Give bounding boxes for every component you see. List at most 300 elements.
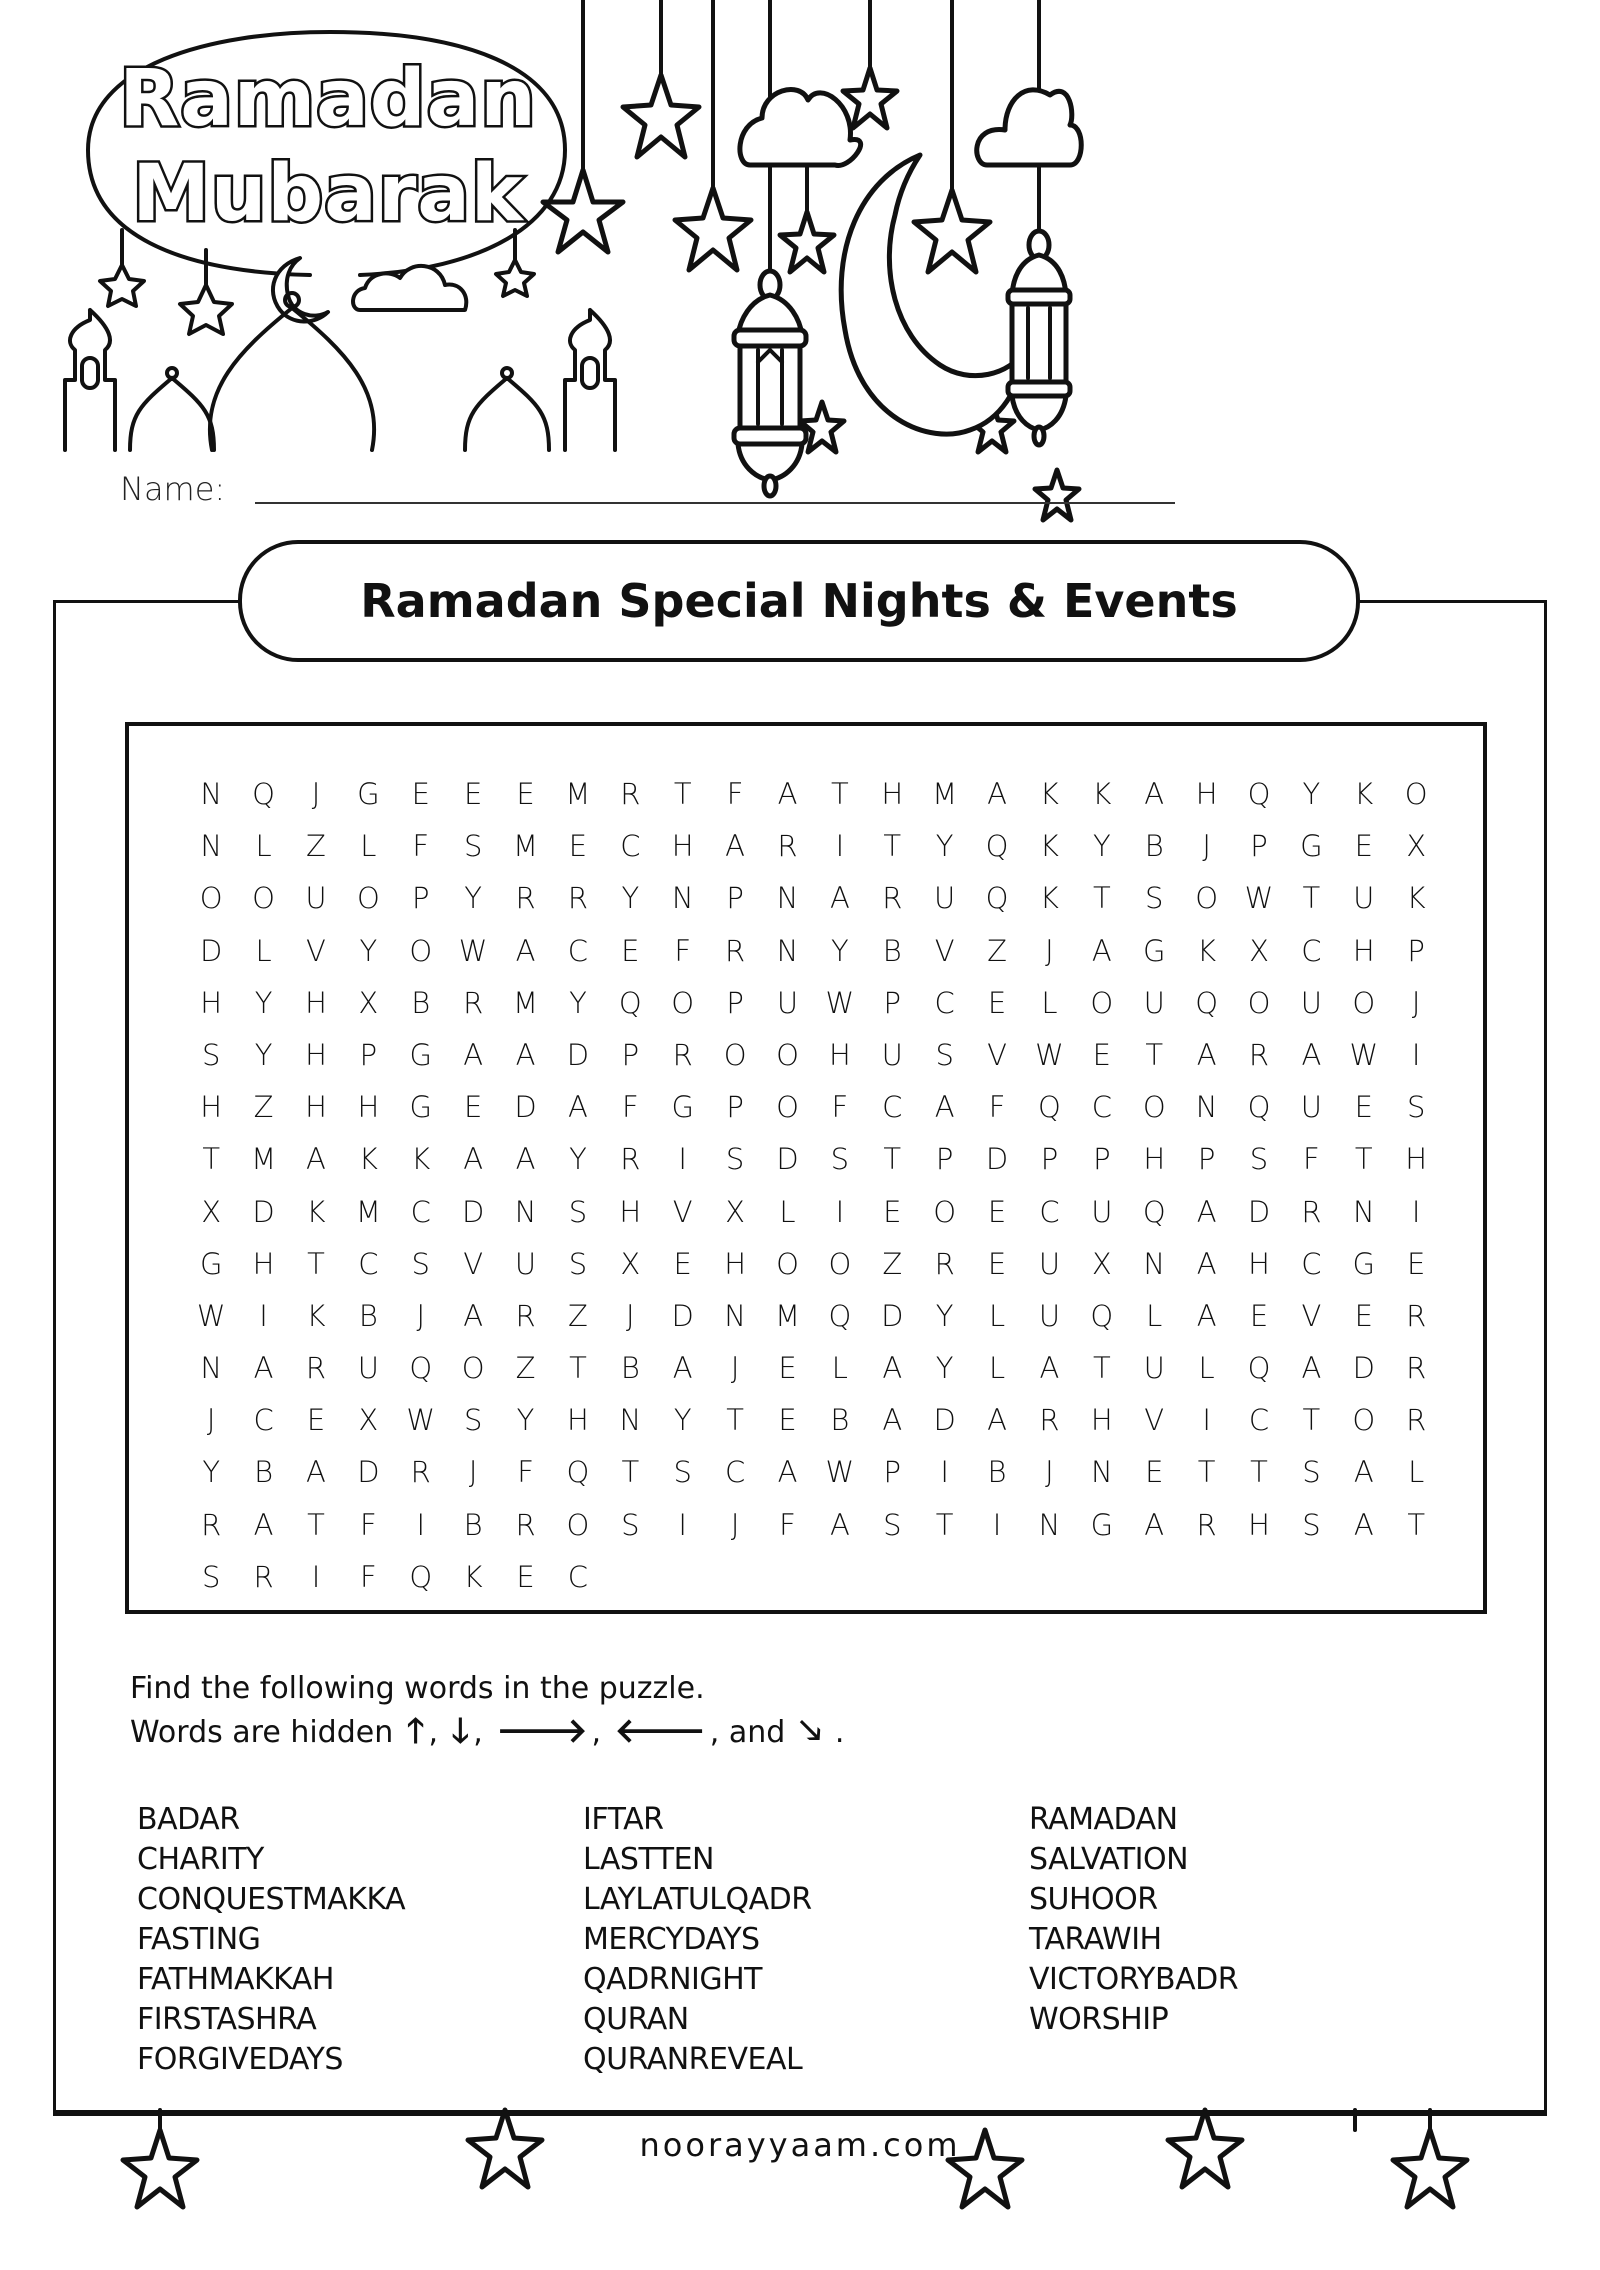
grid-cell[interactable]: Y (621, 881, 640, 916)
grid-cell[interactable]: A (1196, 1298, 1217, 1333)
grid-cell[interactable]: F (779, 1507, 796, 1542)
grid-cell[interactable]: R (515, 1298, 536, 1333)
grid-cell[interactable]: L (255, 829, 272, 864)
grid-cell[interactable]: N (671, 881, 694, 916)
grid-cell[interactable]: R (567, 881, 588, 916)
grid-cell[interactable]: R (1406, 1403, 1427, 1438)
grid-cell[interactable]: D (985, 1142, 1009, 1177)
grid-cell[interactable]: P (883, 1455, 902, 1490)
grid-cell[interactable]: U (1300, 1090, 1323, 1125)
grid-cell[interactable]: S (673, 1455, 692, 1490)
grid-cell[interactable]: S (1302, 1455, 1321, 1490)
grid-cell[interactable]: T (1302, 1403, 1321, 1438)
grid-cell[interactable]: A (253, 1507, 274, 1542)
grid-cell[interactable]: A (463, 1298, 484, 1333)
grid-cell[interactable]: X (620, 1246, 641, 1281)
grid-cell[interactable]: E (778, 1351, 797, 1386)
grid-cell[interactable]: E (516, 1559, 535, 1594)
grid-cell[interactable]: K (411, 1142, 431, 1177)
grid-cell[interactable]: O (1247, 985, 1271, 1020)
grid-cell[interactable]: Q (1038, 1090, 1061, 1125)
grid-cell[interactable]: R (515, 881, 536, 916)
grid-cell[interactable]: T (307, 1246, 325, 1281)
grid-cell[interactable]: S (883, 1507, 902, 1542)
grid-cell[interactable]: O (671, 985, 695, 1020)
grid-cell[interactable]: I (835, 1194, 845, 1229)
grid-cell[interactable]: H (200, 985, 223, 1020)
grid-cell[interactable]: R (305, 1351, 327, 1386)
grid-cell[interactable]: T (1092, 881, 1111, 916)
grid-cell[interactable]: E (987, 985, 1007, 1020)
grid-cell[interactable]: P (726, 985, 744, 1020)
grid-cell[interactable]: F (1303, 1142, 1320, 1177)
grid-cell[interactable]: S (201, 1559, 221, 1594)
grid-cell[interactable]: Z (882, 1246, 903, 1281)
grid-cell[interactable]: G (409, 1037, 432, 1072)
grid-cell[interactable]: R (253, 1559, 274, 1594)
grid-cell[interactable]: Y (569, 1142, 587, 1177)
grid-cell[interactable]: E (463, 1090, 483, 1125)
grid-cell[interactable]: H (305, 1037, 327, 1072)
grid-cell[interactable]: E (1407, 1246, 1426, 1281)
grid-cell[interactable]: N (776, 933, 799, 968)
grid-cell[interactable]: R (1196, 1507, 1217, 1542)
grid-cell[interactable]: A (829, 1507, 850, 1542)
grid-cell[interactable]: H (305, 1090, 327, 1125)
grid-cell[interactable]: W (1244, 881, 1274, 916)
grid-cell[interactable]: X (358, 985, 379, 1020)
grid-cell[interactable]: Y (464, 881, 482, 916)
grid-cell[interactable]: E (1354, 1090, 1373, 1125)
grid-cell[interactable]: O (409, 933, 433, 968)
grid-cell[interactable]: Y (1302, 777, 1321, 811)
grid-cell[interactable]: D (933, 1403, 956, 1438)
grid-cell[interactable]: O (933, 1194, 957, 1229)
grid-cell[interactable]: H (671, 829, 694, 864)
grid-cell[interactable]: O (1352, 1403, 1376, 1438)
grid-cell[interactable]: V (934, 933, 955, 968)
grid-cell[interactable]: K (1039, 777, 1059, 811)
grid-cell[interactable]: M (565, 777, 591, 811)
grid-cell[interactable]: A (1301, 1351, 1322, 1386)
grid-cell[interactable]: Z (515, 1351, 536, 1386)
grid-cell[interactable]: R (725, 933, 746, 968)
grid-cell[interactable]: O (1090, 985, 1114, 1020)
grid-cell[interactable]: N (514, 1194, 537, 1229)
grid-cell[interactable]: R (1039, 1403, 1060, 1438)
grid-cell[interactable]: C (1301, 1246, 1322, 1281)
grid-cell[interactable]: W (406, 1403, 436, 1438)
grid-cell[interactable]: O (776, 1246, 799, 1281)
grid-cell[interactable]: A (1353, 1455, 1374, 1490)
grid-cell[interactable]: E (411, 777, 430, 811)
grid-cell[interactable]: D (776, 1142, 799, 1177)
grid-cell[interactable]: I (835, 829, 845, 864)
grid-cell[interactable]: D (357, 1455, 380, 1490)
grid-cell[interactable]: O (1352, 985, 1376, 1020)
grid-cell[interactable]: A (306, 1142, 326, 1177)
grid-cell[interactable]: S (725, 1142, 745, 1177)
grid-cell[interactable]: I (259, 1298, 268, 1333)
grid-cell[interactable]: A (934, 1090, 955, 1125)
grid-cell[interactable]: A (1039, 1351, 1060, 1386)
grid-cell[interactable]: A (987, 1403, 1007, 1438)
grid-cell[interactable]: T (1407, 1507, 1426, 1542)
grid-cell[interactable]: Q (1195, 985, 1219, 1020)
grid-cell[interactable]: X (358, 1403, 379, 1438)
grid-cell[interactable]: Q (1142, 1194, 1166, 1229)
grid-cell[interactable]: S (411, 1246, 430, 1281)
grid-cell[interactable]: O (776, 1037, 799, 1072)
grid-cell[interactable]: G (671, 1090, 694, 1125)
grid-cell[interactable]: R (882, 881, 903, 916)
grid-cell[interactable]: D (252, 1194, 275, 1229)
grid-cell[interactable]: E (1249, 1298, 1269, 1333)
grid-cell[interactable]: D (1247, 1194, 1271, 1229)
grid-cell[interactable]: A (725, 829, 746, 864)
grid-cell[interactable]: J (311, 777, 321, 811)
grid-cell[interactable]: P (726, 1090, 744, 1125)
grid-cell[interactable]: D (1352, 1351, 1375, 1386)
grid-cell[interactable]: K (306, 1298, 326, 1333)
grid-cell[interactable]: J (730, 1507, 740, 1542)
grid-cell[interactable]: C (934, 985, 955, 1020)
grid-cell[interactable]: H (881, 777, 904, 811)
grid-cell[interactable]: V (1144, 1403, 1165, 1438)
grid-cell[interactable]: S (621, 1507, 640, 1542)
grid-cell[interactable]: U (776, 985, 799, 1020)
grid-cell[interactable]: E (987, 1246, 1007, 1281)
grid-cell[interactable]: N (200, 777, 223, 811)
grid-cell[interactable]: O (252, 881, 275, 916)
grid-cell[interactable]: V (463, 1246, 484, 1281)
grid-cell[interactable]: T (726, 1403, 744, 1438)
grid-cell[interactable]: V (306, 933, 326, 968)
grid-cell[interactable]: S (1249, 1142, 1269, 1177)
grid-cell[interactable]: R (620, 1142, 641, 1177)
grid-cell[interactable]: X (201, 1194, 222, 1229)
grid-cell[interactable]: H (828, 1037, 851, 1072)
grid-cell[interactable]: T (621, 1455, 640, 1490)
grid-cell[interactable]: A (1196, 1194, 1217, 1229)
grid-cell[interactable]: C (1301, 933, 1322, 968)
grid-cell[interactable]: H (567, 1403, 589, 1438)
grid-cell[interactable]: A (1196, 1246, 1217, 1281)
grid-cell[interactable]: U (1038, 1246, 1061, 1281)
grid-cell[interactable]: H (357, 1090, 380, 1125)
grid-cell[interactable]: K (306, 1194, 326, 1229)
grid-cell[interactable]: N (776, 881, 799, 916)
grid-cell[interactable]: R (1301, 1194, 1322, 1229)
grid-cell[interactable]: I (678, 1142, 687, 1177)
grid-cell[interactable]: N (1143, 1246, 1166, 1281)
grid-cell[interactable]: P (935, 1142, 954, 1177)
grid-cell[interactable]: K (463, 1559, 483, 1594)
grid-cell[interactable]: B (411, 985, 431, 1020)
grid-cell[interactable]: N (1038, 1507, 1061, 1542)
grid-cell[interactable]: U (1143, 1351, 1165, 1386)
grid-cell[interactable]: B (987, 1455, 1007, 1490)
grid-cell[interactable]: W (825, 985, 855, 1020)
grid-cell[interactable]: D (461, 1194, 485, 1229)
grid-cell[interactable]: L (988, 1351, 1006, 1386)
grid-cell[interactable]: R (672, 1037, 693, 1072)
grid-cell[interactable]: L (1146, 1298, 1163, 1333)
grid-cell[interactable]: H (724, 1246, 746, 1281)
grid-cell[interactable]: H (305, 985, 327, 1020)
grid-cell[interactable]: D (200, 933, 223, 968)
grid-cell[interactable]: P (726, 881, 744, 916)
grid-cell[interactable]: Q (1247, 1090, 1271, 1125)
grid-cell[interactable]: E (306, 1403, 326, 1438)
grid-cell[interactable]: R (620, 777, 641, 811)
grid-cell[interactable]: R (934, 1246, 955, 1281)
grid-cell[interactable]: H (1143, 1142, 1166, 1177)
grid-cell[interactable]: Q (566, 1455, 590, 1490)
grid-cell[interactable]: Y (935, 1298, 954, 1333)
grid-cell[interactable]: E (463, 777, 483, 811)
grid-cell[interactable]: S (830, 1142, 850, 1177)
grid-cell[interactable]: T (1145, 1037, 1164, 1072)
grid-cell[interactable]: R (1248, 1037, 1270, 1072)
grid-cell[interactable]: T (1354, 1142, 1373, 1177)
grid-cell[interactable]: M (355, 1194, 381, 1229)
grid-cell[interactable]: I (1411, 1194, 1421, 1229)
grid-cell[interactable]: U (514, 1246, 537, 1281)
grid-cell[interactable]: P (1197, 1142, 1216, 1177)
grid-cell[interactable]: R (1406, 1351, 1427, 1386)
grid-cell[interactable]: P (1040, 1142, 1059, 1177)
grid-cell[interactable]: O (461, 1351, 485, 1386)
grid-cell[interactable]: A (672, 1351, 693, 1386)
grid-cell[interactable]: S (201, 1037, 221, 1072)
grid-cell[interactable]: H (1352, 933, 1375, 968)
grid-cell[interactable]: H (1195, 777, 1218, 811)
grid-cell[interactable]: K (1092, 777, 1112, 811)
grid-cell[interactable]: I (678, 1507, 687, 1542)
grid-cell[interactable]: C (410, 1194, 431, 1229)
grid-cell[interactable]: W (196, 1298, 226, 1333)
grid-cell[interactable]: G (357, 777, 380, 811)
grid-cell[interactable]: W (1035, 1037, 1064, 1072)
grid-cell[interactable]: K (1039, 829, 1059, 864)
grid-cell[interactable]: M (932, 777, 958, 811)
grid-cell[interactable]: G (1352, 1246, 1376, 1281)
grid-cell[interactable]: I (416, 1507, 426, 1542)
grid-cell[interactable]: X (1249, 933, 1269, 968)
grid-cell[interactable]: F (831, 1090, 849, 1125)
grid-cell[interactable]: H (200, 1090, 223, 1125)
grid-cell[interactable]: E (516, 777, 535, 811)
grid-cell[interactable]: Q (618, 985, 642, 1020)
grid-cell[interactable]: H (1090, 1403, 1113, 1438)
grid-cell[interactable]: K (1354, 777, 1374, 811)
grid-cell[interactable]: L (1198, 1351, 1215, 1386)
grid-cell[interactable]: C (567, 933, 589, 968)
grid-cell[interactable]: V (672, 1194, 693, 1229)
grid-cell[interactable]: G (199, 1246, 223, 1281)
grid-cell[interactable]: Q (409, 1559, 433, 1594)
grid-cell[interactable]: T (1302, 881, 1321, 916)
grid-cell[interactable]: A (1144, 1507, 1165, 1542)
grid-cell[interactable]: N (1195, 1090, 1218, 1125)
grid-cell[interactable]: E (778, 1403, 797, 1438)
grid-cell[interactable]: U (1038, 1298, 1061, 1333)
grid-cell[interactable]: Y (935, 1351, 954, 1386)
grid-cell[interactable]: Y (1092, 829, 1111, 864)
grid-cell[interactable]: F (360, 1507, 377, 1542)
grid-cell[interactable]: T (673, 777, 692, 811)
grid-cell[interactable]: C (253, 1403, 274, 1438)
grid-cell[interactable]: R (515, 1507, 536, 1542)
grid-cell[interactable]: T (831, 777, 849, 811)
grid-cell[interactable]: B (254, 1455, 274, 1490)
grid-cell[interactable]: J (730, 1351, 740, 1386)
grid-cell[interactable]: Z (306, 829, 326, 864)
grid-cell[interactable]: A (463, 1142, 484, 1177)
grid-cell[interactable]: L (831, 1351, 848, 1386)
grid-cell[interactable]: C (1039, 1194, 1060, 1229)
grid-cell[interactable]: A (1091, 933, 1112, 968)
grid-cell[interactable]: K (358, 1142, 378, 1177)
grid-cell[interactable]: G (1090, 1507, 1114, 1542)
grid-cell[interactable]: H (1248, 1246, 1270, 1281)
grid-cell[interactable]: S (1302, 1507, 1321, 1542)
grid-cell[interactable]: A (306, 1455, 326, 1490)
grid-cell[interactable]: E (987, 1194, 1007, 1229)
grid-cell[interactable]: U (1143, 985, 1165, 1020)
grid-cell[interactable]: A (515, 933, 536, 968)
grid-cell[interactable]: A (829, 881, 850, 916)
grid-cell[interactable]: E (1354, 829, 1373, 864)
grid-cell[interactable]: C (358, 1246, 379, 1281)
grid-cell[interactable]: L (360, 829, 377, 864)
grid-cell[interactable]: I (940, 1455, 949, 1490)
grid-cell[interactable]: A (777, 777, 798, 811)
grid-cell[interactable]: K (1406, 881, 1426, 916)
grid-cell[interactable]: L (988, 1298, 1006, 1333)
grid-cell[interactable]: P (412, 881, 430, 916)
grid-cell[interactable]: B (830, 1403, 850, 1438)
grid-cell[interactable]: T (1250, 1455, 1268, 1490)
grid-cell[interactable]: Y (254, 985, 273, 1020)
grid-cell[interactable]: Q (252, 777, 275, 811)
grid-cell[interactable]: N (1090, 1455, 1113, 1490)
grid-cell[interactable]: Q (409, 1351, 433, 1386)
grid-cell[interactable]: B (620, 1351, 640, 1386)
grid-cell[interactable]: E (1354, 1298, 1373, 1333)
grid-cell[interactable]: A (568, 1090, 588, 1125)
grid-cell[interactable]: K (1039, 881, 1059, 916)
grid-cell[interactable]: U (934, 881, 956, 916)
grid-cell[interactable]: R (777, 829, 798, 864)
grid-cell[interactable]: A (463, 1037, 484, 1072)
grid-cell[interactable]: E (1092, 1037, 1111, 1072)
grid-cell[interactable]: C (1248, 1403, 1270, 1438)
grid-cell[interactable]: B (1144, 829, 1164, 864)
grid-cell[interactable]: J (1045, 933, 1054, 968)
grid-cell[interactable]: W (825, 1455, 855, 1490)
grid-cell[interactable]: Y (569, 985, 587, 1020)
grid-cell[interactable]: Q (985, 829, 1009, 864)
grid-cell[interactable]: S (1406, 1090, 1426, 1125)
grid-cell[interactable]: A (1144, 777, 1165, 811)
grid-cell[interactable]: A (987, 777, 1007, 811)
grid-cell[interactable]: L (779, 1194, 796, 1229)
footer-website[interactable]: noorayyaam.com (639, 2126, 961, 2164)
grid-cell[interactable]: L (255, 933, 272, 968)
grid-cell[interactable]: F (412, 829, 430, 864)
grid-cell[interactable]: U (1091, 1194, 1113, 1229)
grid-cell[interactable]: J (416, 1298, 426, 1333)
grid-cell[interactable]: F (621, 1090, 639, 1125)
grid-cell[interactable]: C (567, 1559, 589, 1594)
grid-cell[interactable]: U (881, 1037, 903, 1072)
grid-cell[interactable]: J (1045, 1455, 1054, 1490)
grid-cell[interactable]: V (1301, 1298, 1322, 1333)
grid-cell[interactable]: E (621, 933, 640, 968)
grid-cell[interactable]: S (568, 1246, 588, 1281)
grid-cell[interactable]: Q (985, 881, 1009, 916)
grid-cell[interactable]: E (883, 1194, 902, 1229)
grid-cell[interactable]: G (1300, 829, 1323, 864)
grid-cell[interactable]: P (621, 1037, 640, 1072)
grid-cell[interactable]: F (517, 1455, 534, 1490)
grid-cell[interactable]: O (199, 881, 223, 916)
grid-cell[interactable]: A (515, 1037, 536, 1072)
grid-cell[interactable]: R (1406, 1298, 1427, 1333)
grid-cell[interactable]: T (307, 1507, 325, 1542)
grid-cell[interactable]: C (882, 1090, 903, 1125)
grid-cell[interactable]: B (882, 933, 902, 968)
grid-cell[interactable]: Y (831, 933, 849, 968)
grid-cell[interactable]: H (252, 1246, 275, 1281)
grid-cell[interactable]: F (726, 777, 744, 811)
grid-cell[interactable]: T (1197, 1455, 1216, 1490)
grid-cell[interactable]: T (202, 1142, 221, 1177)
grid-cell[interactable]: S (1145, 881, 1164, 916)
grid-cell[interactable]: P (359, 1037, 378, 1072)
grid-cell[interactable]: A (777, 1455, 798, 1490)
grid-cell[interactable]: B (358, 1298, 378, 1333)
grid-cell[interactable]: I (1411, 1037, 1421, 1072)
grid-cell[interactable]: C (1091, 1090, 1112, 1125)
grid-cell[interactable]: N (724, 1298, 746, 1333)
grid-cell[interactable]: N (619, 1403, 642, 1438)
grid-cell[interactable]: R (410, 1455, 431, 1490)
grid-cell[interactable]: U (305, 881, 327, 916)
grid-cell[interactable]: D (671, 1298, 694, 1333)
grid-cell[interactable]: J (468, 1455, 478, 1490)
grid-cell[interactable]: C (620, 829, 641, 864)
grid-cell[interactable]: P (1093, 1142, 1111, 1177)
grid-cell[interactable]: O (723, 1037, 747, 1072)
grid-cell[interactable]: S (935, 1037, 954, 1072)
grid-cell[interactable]: D (566, 1037, 590, 1072)
grid-cell[interactable]: Y (202, 1455, 221, 1490)
grid-cell[interactable]: Z (987, 933, 1007, 968)
grid-cell[interactable]: J (626, 1298, 635, 1333)
grid-cell[interactable]: X (1406, 829, 1427, 864)
grid-cell[interactable]: M (513, 985, 539, 1020)
grid-cell[interactable]: I (311, 1559, 321, 1594)
grid-cell[interactable]: O (566, 1507, 590, 1542)
grid-cell[interactable]: L (1041, 985, 1058, 1020)
grid-cell[interactable]: E (1145, 1455, 1164, 1490)
grid-cell[interactable]: Q (1090, 1298, 1114, 1333)
grid-cell[interactable]: A (1196, 1037, 1217, 1072)
grid-cell[interactable]: T (569, 1351, 587, 1386)
